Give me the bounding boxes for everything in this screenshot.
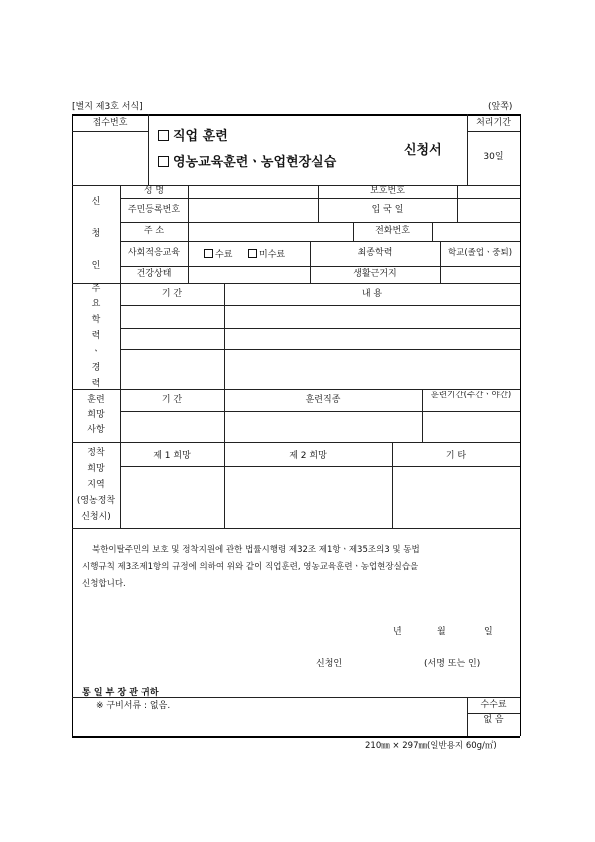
checkbox-icon[interactable]: [204, 249, 213, 258]
applicant-section-label-3: 인: [91, 261, 101, 271]
applicant-section-label-2: 청: [91, 229, 101, 239]
option-farming-training[interactable]: 영농교육훈련ㆍ농업현장실습: [158, 156, 336, 169]
social-education-complete-option[interactable]: 수료: [204, 249, 232, 260]
statement-line-1: 북한이탈주민의 보호 및 정착지원에 관한 법률시행령 제32조 제1항ㆍ제35조의3 및 동법: [92, 545, 420, 555]
receipt-number-label: 접수번호: [92, 118, 128, 128]
document-type: 신청서: [404, 143, 442, 158]
signature-placeholder: (서명 또는 인): [424, 659, 481, 669]
final-education-label: 최종학력: [357, 248, 393, 258]
first-choice-label: 제 1 희망: [153, 451, 191, 461]
page-side-label: (앞쪽): [488, 102, 513, 112]
training-period-label: 기 간: [161, 395, 183, 405]
paper-spec: 210㎜ × 297㎜(일반용지 60g/㎡): [365, 741, 497, 751]
addressee: 통 일 부 장 관 귀하: [82, 688, 159, 698]
name-label: 성 명: [143, 186, 165, 196]
date-month-label: 월: [437, 627, 446, 637]
applicant-sign-label: 신청인: [316, 659, 343, 669]
social-education-label: 사회적응교육: [127, 248, 181, 258]
training-field-label: 훈련직종: [305, 395, 341, 405]
option-vocational-training[interactable]: 직업 훈련: [158, 130, 228, 143]
date-year-label: 년: [393, 627, 402, 637]
checkbox-icon[interactable]: [158, 156, 169, 167]
form-reference: [별지 제3호 서식]: [72, 102, 143, 112]
fee-label: 수수료: [480, 700, 507, 710]
residence-label: 생활근거지: [353, 269, 397, 279]
school-label: 학교(졸업ㆍ중퇴): [447, 248, 513, 258]
resident-number-label: 주민등록번호: [127, 205, 181, 215]
statement-line-2: 시행규칙 제3조제1항의 규정에 의하여 위와 같이 직업훈련, 영농교육훈련ㆍ농업현장실습을: [82, 562, 419, 572]
health-label: 건강상태: [136, 269, 172, 279]
processing-period-label: 처리기간: [476, 118, 511, 128]
protection-number-label: 보호번호: [370, 186, 405, 196]
training-duration-label: 훈련기간(주간ㆍ야간): [430, 391, 512, 400]
phone-label: 전화번호: [375, 226, 410, 236]
career-content-label: 내 용: [361, 289, 383, 299]
social-education-incomplete-option[interactable]: 미수료: [248, 249, 285, 260]
address-label: 주 소: [143, 226, 165, 236]
checkbox-icon[interactable]: [248, 249, 257, 258]
second-choice-label: 제 2 희망: [289, 451, 327, 461]
other-label: 기 타: [445, 451, 467, 461]
checkbox-icon[interactable]: [158, 130, 169, 141]
date-day-label: 일: [484, 627, 493, 637]
required-documents: ※ 구비서류 : 없음.: [96, 701, 171, 711]
entry-date-label: 입 국 일: [371, 205, 404, 215]
processing-period-value: 30일: [483, 152, 504, 162]
applicant-section-label-1: 신: [91, 197, 101, 207]
statement-line-3: 신청합니다.: [82, 579, 126, 589]
career-period-label: 기 간: [161, 289, 183, 299]
fee-value: 없 음: [483, 715, 504, 725]
